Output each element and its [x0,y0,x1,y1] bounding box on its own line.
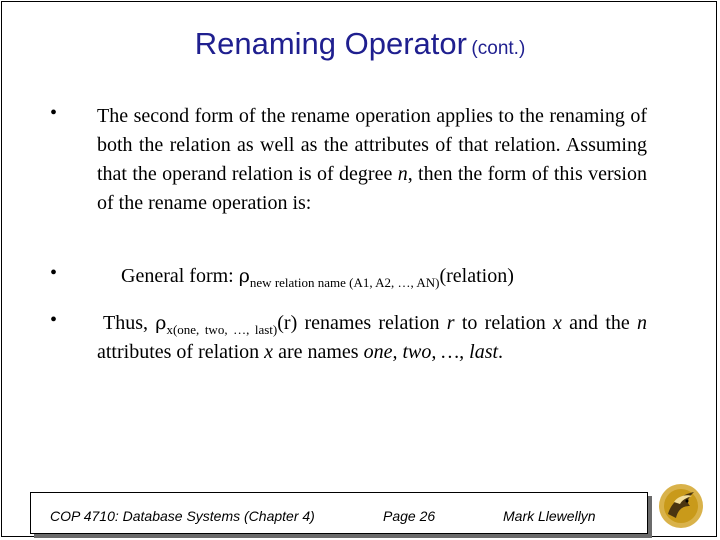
rho-symbol: ρ [155,312,167,334]
var-x: x [264,341,274,363]
thus-text: (r) renames relation [277,312,447,334]
title-subtitle: (cont.) [471,38,526,59]
thus-text: to relation [454,312,554,334]
var-r: r [446,312,455,334]
rho-symbol: ρ [238,265,250,287]
ucf-pegasus-logo-icon [656,480,706,530]
thus-lead: Thus, [103,312,156,334]
bullet-marker: • [50,309,58,331]
thus-text: . [498,341,504,363]
rename-subscript: new relation name (A1, A2, …, AN) [249,275,440,290]
bullet-general-form [97,262,647,291]
footer-author: Mark Llewellyn [503,508,596,524]
general-form-label: General form: [121,265,239,287]
var-x: x [553,312,562,334]
bullet-marker: • [50,102,58,124]
paragraph-text: The second form of the rename operation applies to the renaming of both the relation as well as the attributes of that relation. Assuming that the operand relation is of degree [97,105,647,185]
footer-page: Page 26 [383,508,436,524]
degree-n: n [397,163,408,185]
var-n: n [637,312,648,334]
rename-subscript: x(one, two, …, last) [166,322,278,337]
bullet-thus [97,309,647,367]
bullet-paragraph-1 [97,102,647,218]
title-main: Renaming Operator [194,26,467,61]
attribute-names: one, two, …, last [363,341,499,363]
thus-text: are names [273,341,364,363]
rename-argument: (relation) [439,265,514,287]
paragraph-text-end: , then the form of this version of the rename operation is: [97,163,647,214]
thus-text: and the [561,312,638,334]
thus-text: attributes of relation [97,341,265,363]
footer-course: COP 4710: Database Systems (Chapter 4) [50,508,315,524]
bullet-marker: • [50,262,58,284]
slide-title [0,26,720,62]
